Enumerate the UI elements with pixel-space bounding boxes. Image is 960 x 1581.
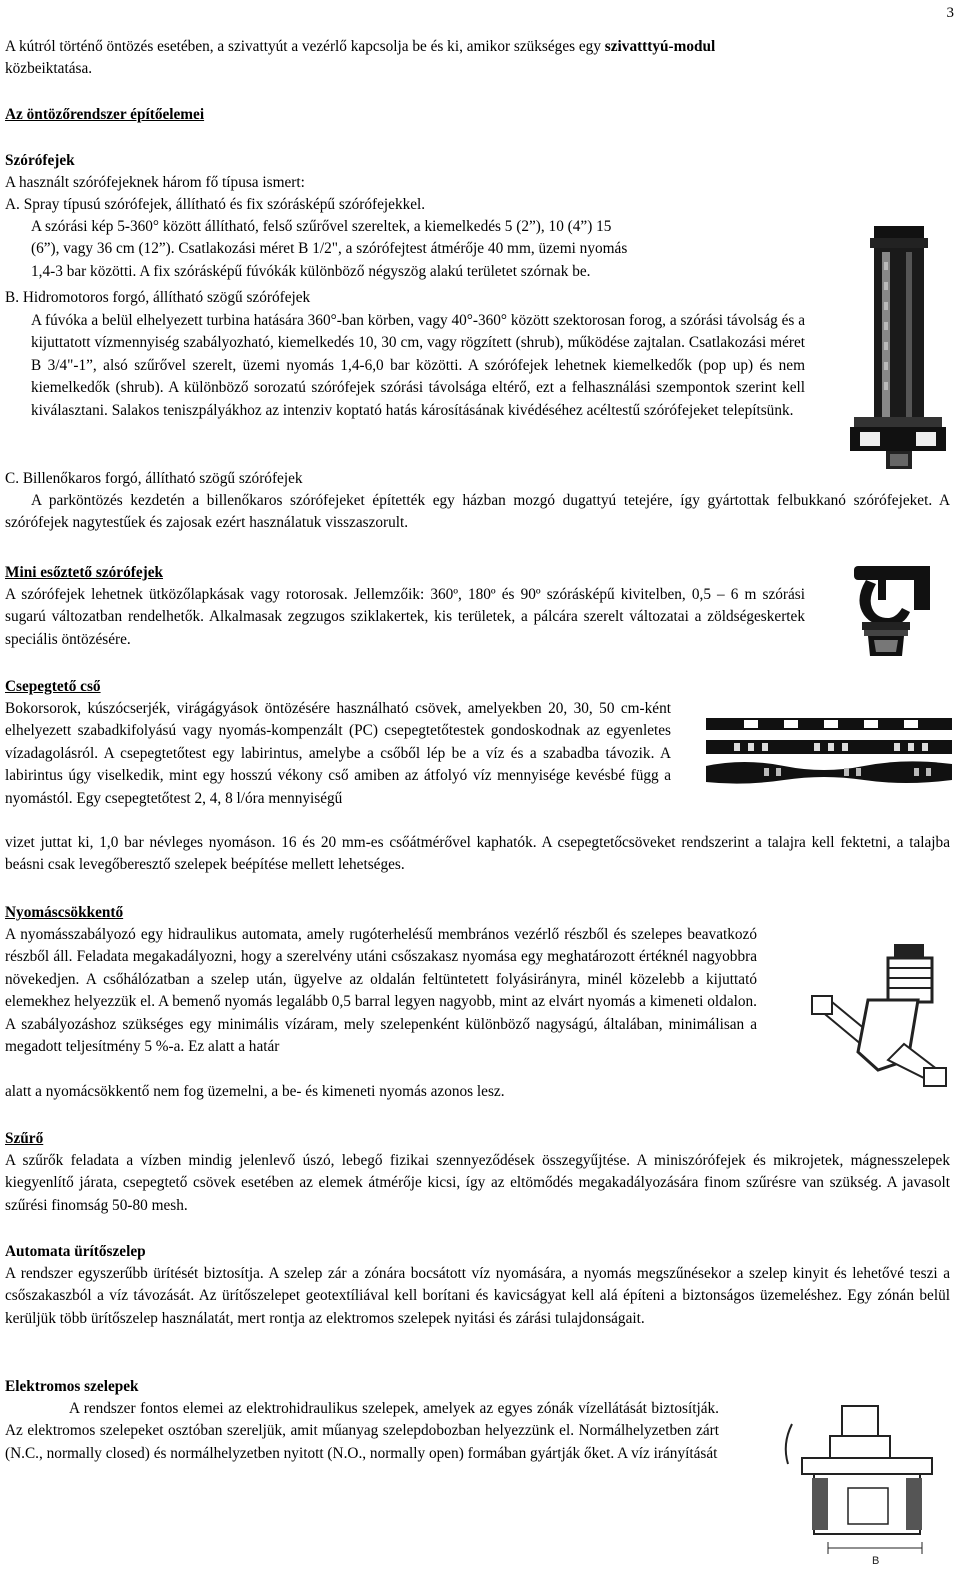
pressure-regulator-illustration: [808, 940, 958, 1090]
spray-head-illustration: [848, 222, 948, 472]
nyomas-heading: Nyomáscsökkentő: [5, 904, 124, 921]
page-number: 3: [946, 5, 954, 21]
mini-heading: Mini esőztető szórófejek: [5, 564, 164, 581]
a-body-line-1: A szórási kép 5-360° között állítható, felső szűrővel szereltek, a kiemelkedés 5 (2”), 10 (4”) 15: [31, 218, 612, 235]
szorofejek-c-body: A parköntözés kezdetén a billenőkaros szórófejeket építették egy házban mozgó dugattyú tetejére, így gyártottak felbukkanó szórófejeket. A szórófejek nagytestűek és zajosak ezért használatuk visszaszorult.: [5, 492, 950, 532]
automata-body: A rendszer egyszerűbb ürítését biztosítja. A szelep zár a zónára bocsátott víz nyomására, a nyomás megszűnésekor a szelep kinyit és lehetővé teszi a csőszakaszból a víz távozását. Az ürítőszelepet geotextíliával kell borítani és kavicságyat kell alá építeni a biztonságos üzemeléshez. Egy zónán belül kerüljük több ürítőszelep használatát, mert rontja az elektromos szelepek nyitási és zárási tulajdonságait.: [5, 1265, 950, 1327]
csepegteto-body-1: Bokorsorok, kúszócserjék, virágágyások öntözésére használható csövek, amelyekben 20, 30, 50 cm-ként elhelyezett szabadkifolyású vagy nyomás-kompenzált (PC) csepegtetőtestek gondoskodnak az egyenletes vízadagolásról. A csepegtetőtest egy labirintus, amelybe a csőből lép be a víz és a szabadba távozik. A labirintus úgy viselkedik, mint egy hosszú vékony cső amiben az átfolyó víz mennyisége kevésbé függ a nyomástól. Egy csepegtetőtest 2, 4, 8 l/óra mennyiségű: [5, 700, 671, 807]
szorofejek-heading: Szórófejek: [5, 152, 75, 169]
csepegteto-body-2: vizet juttat ki, 1,0 bar névleges nyomáson. 16 és 20 mm-es csőátmérővel kaphatók. A csepegtetőcsöveket rendszerint a talajra kell fektetni, a talajba beásni csak levegőberesztő szelepek beépítése mellett lehetséges.: [5, 834, 950, 874]
a-body-line-2: (6”), vagy 36 cm (12”). Csatlakozási méret B 1/2", a szórófejtest átmérője 40 mm, üzemi nyomás: [31, 240, 628, 258]
szorofejek-a-body: [31, 216, 821, 283]
electric-valve-illustration: [772, 1404, 952, 1574]
nyomas-body-1: A nyomásszabályozó egy hidraulikus automata, amely rugóterhelésű membrános vezérlő részből és szelepes beavatkozó részből áll. Feladata megakadályozni, hogy a szerelvény utáni csőszakasz nyomása egy meghatározott értéknél nagyobbra növekedjen. A csőhálózatban a szelep után, ügyelve az oldalán feltüntetett folyásirányra, minél közelebb a kijuttató elemekhez helyezzük el. A bemenő nyomás legalább 0,5 barral legyen nagyobb, mint az elvárt nyomás a kimeneti oldalon. A szabályozáshoz szükséges egy minimális vízáram, mely szelepenként különböző nagyságú, általában, minimálisan a megadott teljesítmény 5 %-a. Ez alatt a határ: [5, 926, 757, 1056]
elektromos-heading: Elektromos szelepek: [5, 1378, 139, 1395]
drip-tube-illustration: [704, 714, 954, 789]
szuro-heading: Szűrő: [5, 1130, 44, 1147]
valve-dimension-label: B: [872, 1555, 880, 1567]
intro-paragraph: [5, 36, 955, 81]
szuro-body: A szűrők feladata a vízben mindig jelenlevő úszó, lebegő fizikai szennyeződések összegyűjtése. A miniszórófejek és mikrojetek, mágnesszelepek kiegyenlítő járata, csepegtető csövek esetében az elemek átmérője kicsi, így az eltömődés megakadályozására finom szűrésre van szükség. A javasolt szűrési finomság 50-80 mesh.: [5, 1152, 950, 1214]
szorofejek-b-body: A fúvóka a belül elhelyezett turbina hatására 360°-ban körben, vagy 40°-360° között szektorosan forog, a szórási távolság és a kijuttatott vízmennyiség szabályozható, kiemelkedés 10, 30 cm, vagy rögzített (shrub), működése zajtalan. Csatlakozási méret B 3/4"-1”, alsó szűrővel szerelt, üzemi nyomás 1,4-6,0 bar közötti. A szórófejek lehetnek kiemelkedők (pop up) és nem kiemelkedők (shrub). A különböző sorozatú szórófejek szórási távolsága eltérő, ezt a felhasználási szempontok szerint kell kiválasztani. Salakos teniszpályákhoz az intenziv koptató hatás károsításának kivédéséhez acéltestű szórófejeket telepítsünk.: [31, 312, 805, 419]
intro-text-2: közbeiktatása.: [5, 60, 93, 78]
section-title: Az öntözőrendszer építőelemei: [5, 106, 205, 123]
mini-body: A szórófejek lehetnek ütközőlapkásak vagy rotorosak. Jellemzőik: 360º, 180º és 90º szórásképű kivitelben, 0,5 – 6 m szórási sugarú változatban rendelhetők. Alkalmasak zegzugos sziklakertek, kis területek, a pálcára szerelt változatai a zöldségeskertek speciális öntözésére.: [5, 586, 805, 648]
intro-bold-term: szivatttyú-modul: [604, 38, 716, 55]
csepegteto-heading: Csepegtető cső: [5, 678, 101, 695]
nyomas-body-2: alatt a nyomácsökkentő nem fog üzemelni, a be- és kimeneti nyomás azonos lesz.: [5, 1083, 505, 1100]
intro-text: A kútról történő öntözés esetében, a szivattyút a vezérlő kapcsolja be és ki, amikor szükséges egy: [5, 38, 601, 55]
szorofejek-c-title: C. Billenőkaros forgó, állítható szögű szórófejek: [5, 470, 303, 487]
szorofejek-a-title: A. Spray típusú szórófejek, állítható és fix szórásképű szórófejekkel.: [5, 196, 426, 213]
szorofejek-intro: A használt szórófejeknek három fő típusa ismert:: [5, 174, 305, 191]
elektromos-body: A rendszer fontos elemei az elektrohidraulikus szelepek, amelyek az egyes zónák vízellátását biztosítják. Az elektromos szelepeket osztóban szereljük, amit műanyag szelepdobozban helyezzünk el. Normálhelyzetben zárt (N.C., normally closed) és normálhelyzetben nyitott (N.O., normally open) formában gyártják őket. A víz irányítását: [5, 1400, 719, 1462]
szorofejek-b-title: B. Hidromotoros forgó, állítható szögű szórófejek: [5, 289, 311, 306]
mini-sprinkler-illustration: [844, 560, 934, 660]
a-body-line-3: 1,4-3 bar közötti. A fix szórásképű fúvókák különböző négyszög alakú területet szórnak be.: [31, 262, 591, 280]
automata-heading: Automata ürítőszelep: [5, 1243, 146, 1260]
